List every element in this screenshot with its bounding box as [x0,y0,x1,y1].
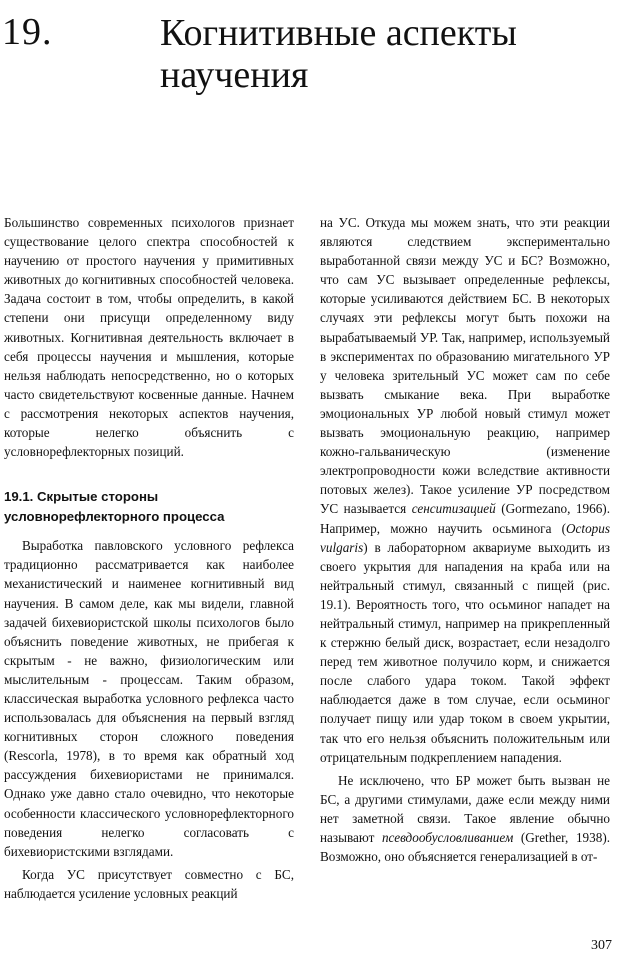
text-span: Не исключено, что БР может быть вызван не БС, а другими стимулами, даже если между ними нет заметной связи. Такое явление обычно называют [320,772,610,845]
text-span: на УС. Откуда мы можем знать, что эти реакции являются следствием экспериментально выработанной связи между УС и БС? Возможно, что сам УС вызывает определенные рефлексы, которые усиливаются действием БС. В некоторых случаях эти рефлексы могут быть похожи на вырабатываемый УР. Так, например, используемый в экспериментах по образованию мигательного УР у человека зрительный УС может сам по себе вызвать смыкание века. При выработке эмоциональных УР любой новый стимул может вызвать эмоциональную реакцию, например кожно-гальваническую (изменение электропроводности кожи вследствие активности потовых желез). Такое усиление УР посредством УС называется [320,215,610,517]
body-paragraph [320,771,610,866]
left-column [4,213,294,903]
body-paragraph: Выработка павловского условного рефлекса традиционно рассматривается как наиболее механистический и наименее когнитивный вид научения. В самом деле, как мы видели, главной задачей бихевиористской школы психологов было объяснить поведение животных, не прибегая к скрытым - не важно, физиологическим или мыслительным - процессам. Таким образом, классическая выработка условного рефлекса часто использовалась для объяснения на первый взгляд когнитивных сторон сложного поведения (Rescorla, 1978), в то время как обратный ход рассуждения бихевиористами не принимался. Однако уже давно стало очевидно, что некоторые особенности классического условнорефлекторного поведения нелегко согласовать с бихевиористскими взглядами. [4,538,294,859]
page-number: 307 [591,938,612,953]
intro-paragraph: Большинство современных психологов признает существование целого спектра способностей к научению от простого научения у примитивных животных до когнитивных способностей человека. Задача состоит в том, чтобы определить, в какой степени они присущи определенному виду животных. Когнитивная деятельность включает в себя процессы научения и мышления, которые нельзя наблюдать непосредственно, но о которых часто свидетельствуют косвенные данные. Начнем с рассмотрения некоторых аспектов научения, которые нелегко объяснить с условнорефлекторных позиций. [4,215,294,460]
text-span: (Gormezano, 1966). Например, можно научить осьминога ( [320,501,610,536]
chapter-title: Когнитивные аспекты научения [160,12,517,96]
text-span: ) в лабораторном аквариуме выходить из своего укрытия для нападения на краба или на нейтральный стимул, связанный с пищей (рис. 19.1). Вероятность того, что осьминог нападет на нейтральный стимул, например на прикрепленный к стержню белый диск, возрастает, если незадолго перед тем животное получило корм, и снижается после слабого удара током. Такой эффект наблюдается даже в том случае, если осьминог получает пищу или удар током в своем укрытии, так что его нельзя объяснить положительным или отрицательным подкреплением нападения. [320,539,610,765]
term-italic: сенситизацией [411,501,496,517]
body-paragraph [320,213,610,767]
species-name: Octopus vulgaris [320,520,610,555]
body-paragraph: Когда УС присутствует совместно с БС, наблюдается усиление условных реакций [4,866,294,901]
section-title: 19.1. Скрытые стороны условнорефлекторного процесса [4,489,225,524]
right-column [320,213,610,866]
term-italic: псевдообусловливанием [381,830,514,845]
chapter-number: 19. [2,11,53,53]
text-span: (Grether, 1938). Возможно, оно объясняется генерализацией в от- [320,830,611,865]
